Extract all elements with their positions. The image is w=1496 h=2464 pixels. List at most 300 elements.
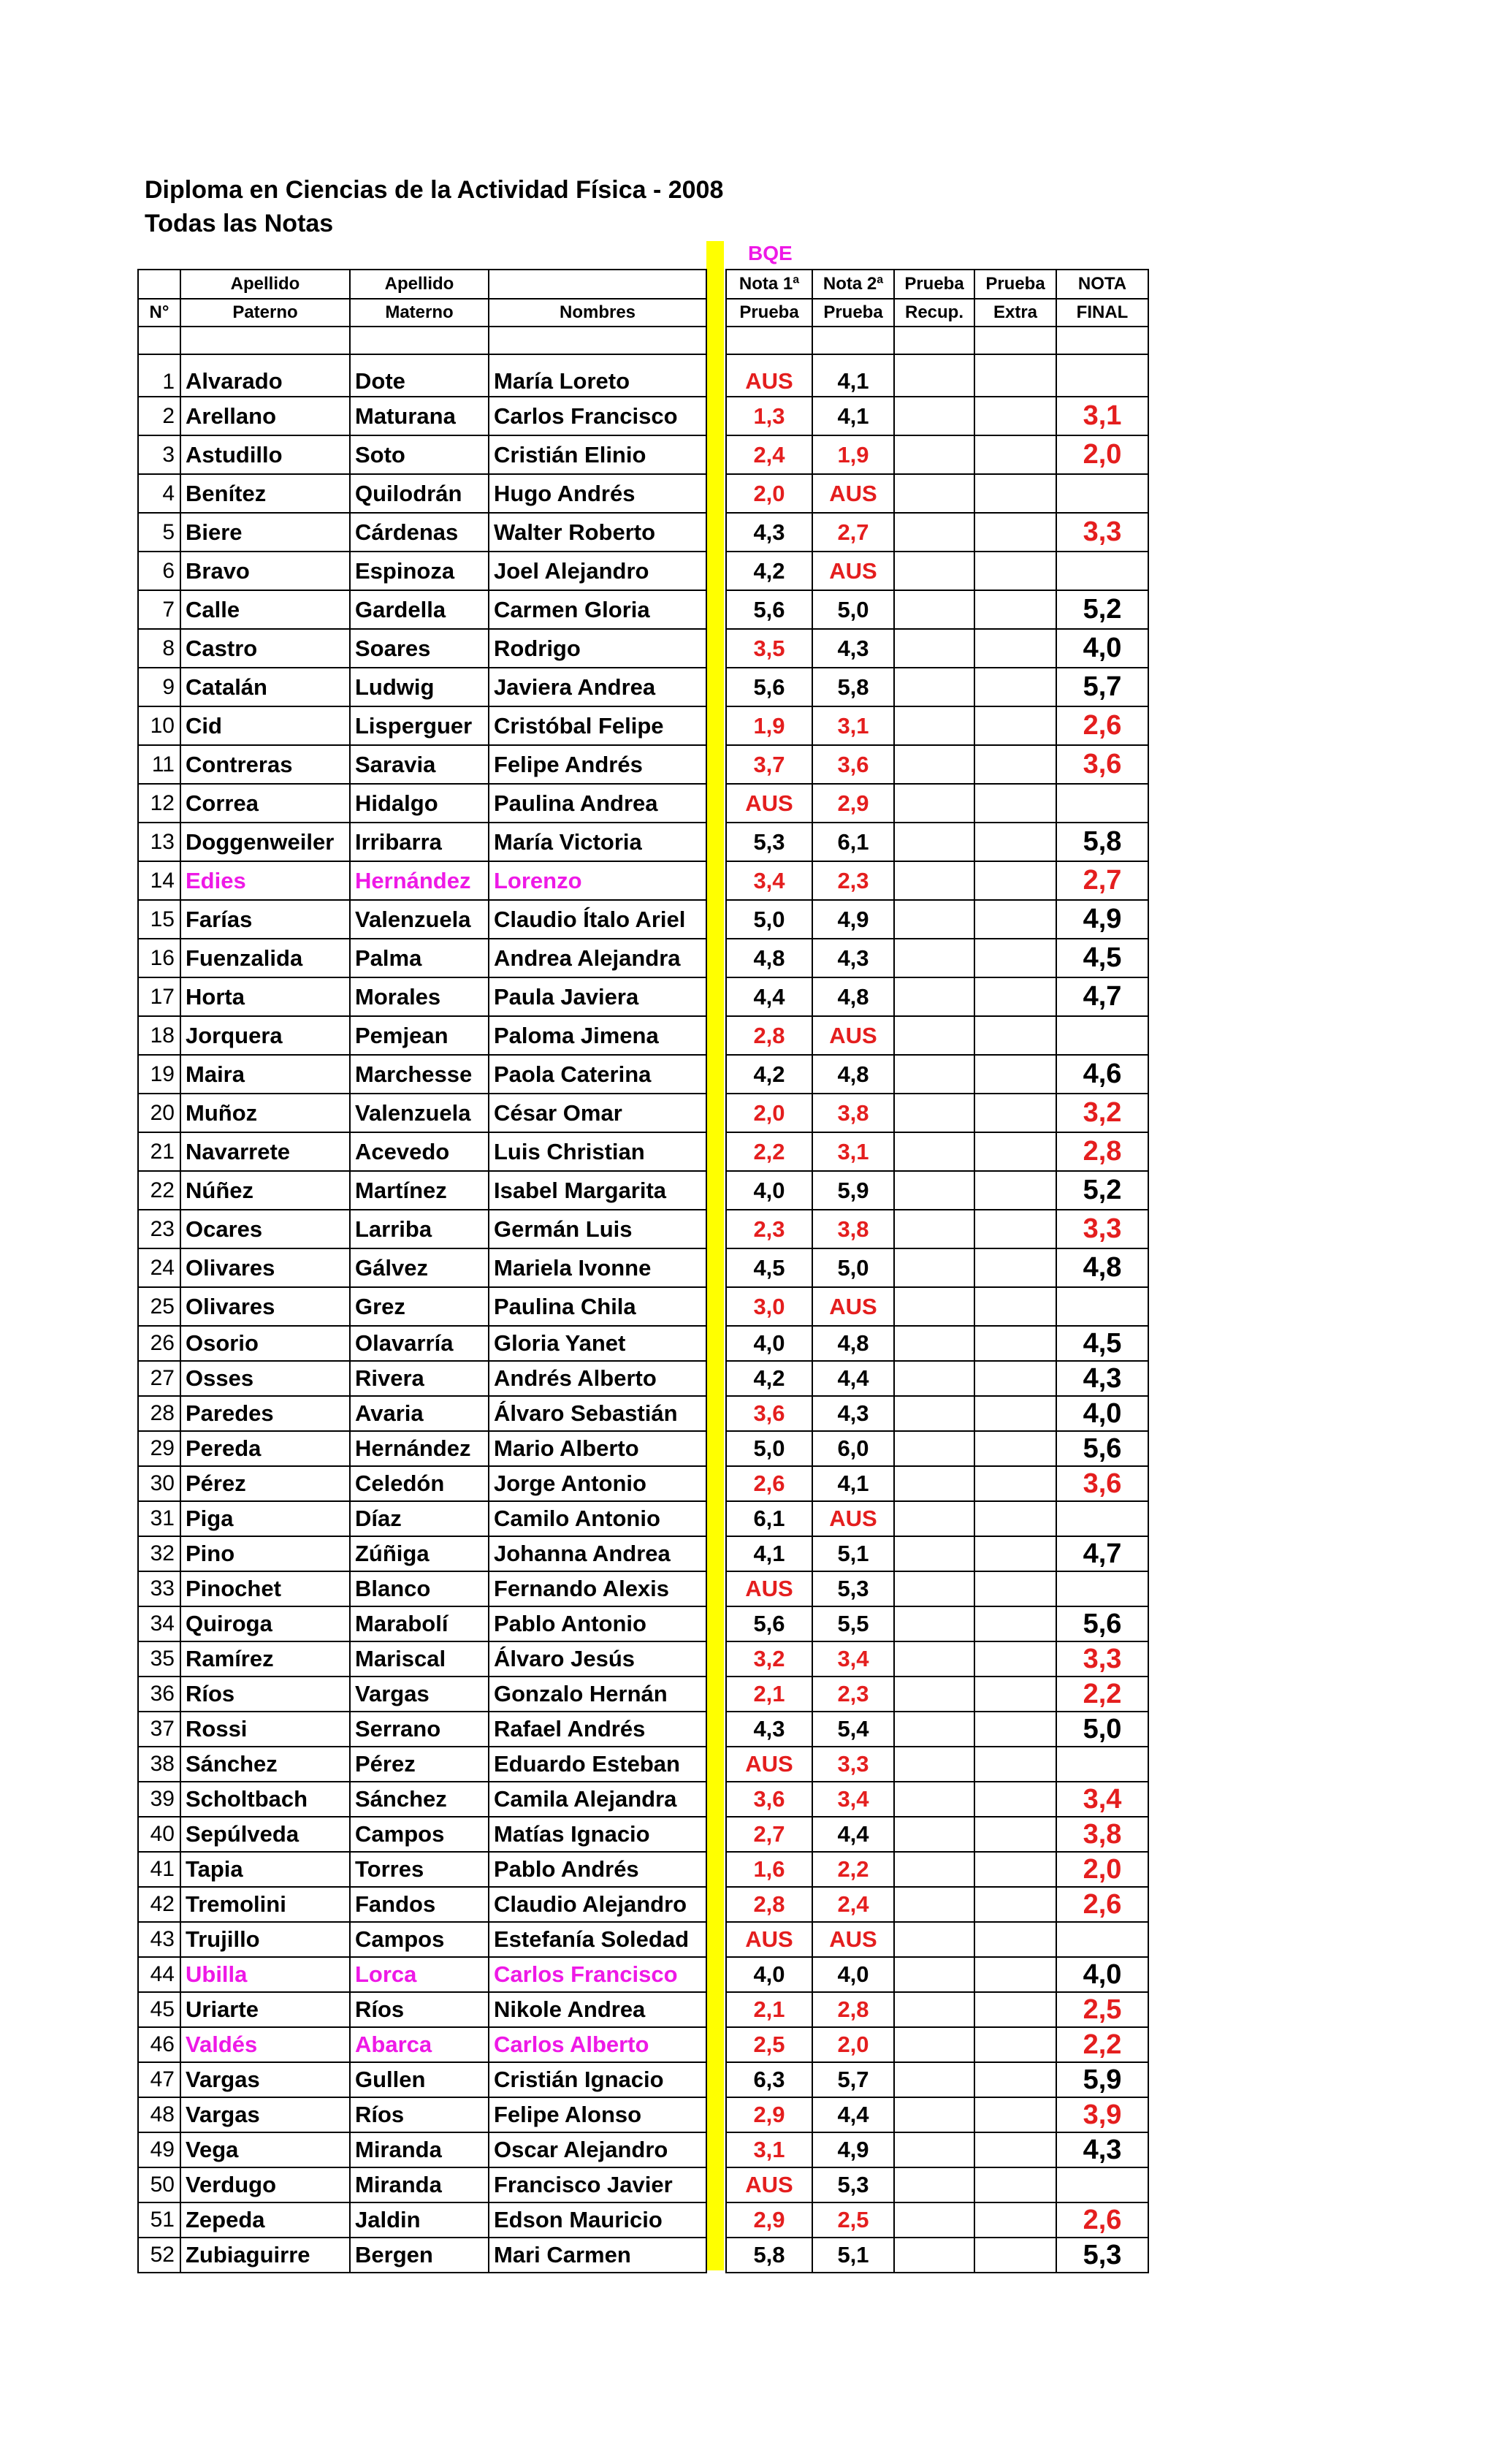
nombres: César Omar: [489, 1094, 706, 1132]
nota-1: 2,1: [726, 1992, 812, 2027]
apellido-paterno: Bravo: [180, 552, 350, 590]
bqe-marker: BQE: [748, 242, 793, 264]
prueba-extra: [974, 1957, 1056, 1992]
nombres: Francisco Javier: [489, 2167, 706, 2202]
nota-final: [1056, 1016, 1148, 1055]
apellido-materno: Gardella: [350, 590, 489, 629]
apellido-paterno: Osorio: [180, 1326, 350, 1361]
blank-row: [138, 327, 706, 354]
grade-row: [726, 1094, 1148, 1132]
nombres: Cristián Ignacio: [489, 2062, 706, 2097]
nota-1: 4,0: [726, 1326, 812, 1361]
nombres: Andrés Alberto: [489, 1361, 706, 1396]
apellido-materno: Serrano: [350, 1712, 489, 1747]
nota-final: 4,0: [1056, 1396, 1148, 1431]
prueba-extra: [974, 1536, 1056, 1571]
apellido-paterno: Valdés: [180, 2027, 350, 2062]
prueba-recup: [894, 1248, 974, 1287]
nombres: Álvaro Jesús: [489, 1641, 706, 1677]
grade-row: [726, 784, 1148, 823]
row-number: 19: [138, 1055, 180, 1094]
nombres: Edson Mauricio: [489, 2202, 706, 2238]
student-row: [138, 1712, 706, 1747]
nota-2: AUS: [812, 1501, 894, 1536]
prueba-extra: [974, 1992, 1056, 2027]
prueba-recup: [894, 784, 974, 823]
nota-2: 4,9: [812, 900, 894, 939]
nombres: Álvaro Sebastián: [489, 1396, 706, 1431]
nota-final: 4,7: [1056, 1536, 1148, 1571]
student-row: [138, 435, 706, 474]
nota-1: AUS: [726, 1571, 812, 1606]
nota-2: AUS: [812, 1287, 894, 1326]
nota-2: AUS: [812, 552, 894, 590]
nombres: Carmen Gloria: [489, 590, 706, 629]
student-row: [138, 1747, 706, 1782]
student-row: [138, 354, 706, 397]
row-number: 29: [138, 1431, 180, 1466]
prueba-extra: [974, 1396, 1056, 1431]
prueba-extra: [974, 668, 1056, 706]
apellido-materno: Abarca: [350, 2027, 489, 2062]
nota-1: 2,9: [726, 2097, 812, 2132]
prueba-recup: [894, 2097, 974, 2132]
student-row: [138, 977, 706, 1016]
grade-row: [726, 977, 1148, 1016]
grade-row: [726, 1852, 1148, 1887]
prueba-recup: [894, 1431, 974, 1466]
grade-row: [726, 706, 1148, 745]
nota-1: 3,4: [726, 861, 812, 900]
apellido-paterno: Doggenweiler: [180, 823, 350, 861]
nota-1: 4,3: [726, 513, 812, 552]
nota-2: 2,7: [812, 513, 894, 552]
nombres: Joel Alejandro: [489, 552, 706, 590]
nota-2: 5,5: [812, 1606, 894, 1641]
apellido-materno: Miranda: [350, 2132, 489, 2167]
prueba-extra: [974, 900, 1056, 939]
nota-final: [1056, 784, 1148, 823]
nota-1: AUS: [726, 2167, 812, 2202]
apellido-materno: Irribarra: [350, 823, 489, 861]
nombres: María Victoria: [489, 823, 706, 861]
student-row: [138, 1606, 706, 1641]
prueba-recup: [894, 1326, 974, 1361]
apellido-materno: Pemjean: [350, 1016, 489, 1055]
nombres: Lorenzo: [489, 861, 706, 900]
row-number: 49: [138, 2132, 180, 2167]
apellido-materno: Pérez: [350, 1747, 489, 1782]
nota-1: 6,1: [726, 1501, 812, 1536]
row-number: 21: [138, 1132, 180, 1171]
nota-1: 3,0: [726, 1287, 812, 1326]
nota-1: 4,3: [726, 1712, 812, 1747]
nota-1: 2,6: [726, 1466, 812, 1501]
grade-row: [726, 1055, 1148, 1094]
apellido-materno: Avaria: [350, 1396, 489, 1431]
nota-1: 4,0: [726, 1957, 812, 1992]
nota-final: 2,7: [1056, 861, 1148, 900]
nota-final: 3,3: [1056, 1641, 1148, 1677]
grade-row: [726, 745, 1148, 784]
grade-row: [726, 1992, 1148, 2027]
grade-row: [726, 2097, 1148, 2132]
nombres: Cristóbal Felipe: [489, 706, 706, 745]
nota-1: 5,3: [726, 823, 812, 861]
nota-2: 5,9: [812, 1171, 894, 1210]
nota-final: 2,5: [1056, 1992, 1148, 2027]
nota-final: 2,0: [1056, 435, 1148, 474]
nota-final: 3,1: [1056, 397, 1148, 435]
apellido-materno: Mariscal: [350, 1641, 489, 1677]
apellido-paterno: Ubilla: [180, 1957, 350, 1992]
row-number: 3: [138, 435, 180, 474]
row-number: 18: [138, 1016, 180, 1055]
nombres: Nikole Andrea: [489, 1992, 706, 2027]
header-number: N°: [138, 299, 180, 327]
apellido-paterno: Piga: [180, 1501, 350, 1536]
prueba-recup: [894, 1055, 974, 1094]
nota-final: 4,6: [1056, 1055, 1148, 1094]
prueba-extra: [974, 2238, 1056, 2273]
apellido-paterno: Vargas: [180, 2097, 350, 2132]
nota-2: 2,9: [812, 784, 894, 823]
apellido-paterno: Biere: [180, 513, 350, 552]
apellido-paterno: Pino: [180, 1536, 350, 1571]
nota-2: 4,8: [812, 1326, 894, 1361]
student-row: [138, 668, 706, 706]
nombres: Oscar Alejandro: [489, 2132, 706, 2167]
grade-row: [726, 354, 1148, 397]
nota-2: 5,3: [812, 1571, 894, 1606]
grade-row: [726, 1782, 1148, 1817]
row-number: 39: [138, 1782, 180, 1817]
apellido-paterno: Cid: [180, 706, 350, 745]
prueba-extra: [974, 861, 1056, 900]
nota-final: 4,0: [1056, 1957, 1148, 1992]
prueba-recup: [894, 1501, 974, 1536]
nota-1: AUS: [726, 354, 812, 397]
header-nota2: Nota 2ª: [812, 270, 894, 299]
nota-2: AUS: [812, 474, 894, 513]
apellido-materno: Grez: [350, 1287, 489, 1326]
nombres: Jorge Antonio: [489, 1466, 706, 1501]
apellido-materno: Blanco: [350, 1571, 489, 1606]
row-number: 8: [138, 629, 180, 668]
student-row: [138, 1055, 706, 1094]
nombres: Carlos Alberto: [489, 2027, 706, 2062]
nota-2: 4,1: [812, 1466, 894, 1501]
nota-final: 2,2: [1056, 1677, 1148, 1712]
grade-row: [726, 2202, 1148, 2238]
row-number: 31: [138, 1501, 180, 1536]
prueba-extra: [974, 1210, 1056, 1248]
grade-row: [726, 1501, 1148, 1536]
nombres: Eduardo Esteban: [489, 1747, 706, 1782]
apellido-paterno: Ocares: [180, 1210, 350, 1248]
apellido-materno: Marabolí: [350, 1606, 489, 1641]
prueba-extra: [974, 1501, 1056, 1536]
nombres: Germán Luis: [489, 1210, 706, 1248]
nota-1: 2,8: [726, 1887, 812, 1922]
prueba-extra: [974, 1287, 1056, 1326]
apellido-paterno: Núñez: [180, 1171, 350, 1210]
nota-1: 4,5: [726, 1248, 812, 1287]
nota-final: 3,2: [1056, 1094, 1148, 1132]
student-row: [138, 1326, 706, 1361]
student-row: [138, 474, 706, 513]
row-number: 44: [138, 1957, 180, 1992]
prueba-recup: [894, 513, 974, 552]
nombres: Mariela Ivonne: [489, 1248, 706, 1287]
student-row: [138, 861, 706, 900]
nota-2: 4,4: [812, 2097, 894, 2132]
student-row: [138, 706, 706, 745]
prueba-recup: [894, 2027, 974, 2062]
prueba-recup: [894, 1171, 974, 1210]
apellido-materno: Jaldin: [350, 2202, 489, 2238]
row-number: 17: [138, 977, 180, 1016]
row-number: 30: [138, 1466, 180, 1501]
student-row: [138, 900, 706, 939]
grade-row: [726, 590, 1148, 629]
row-number: 9: [138, 668, 180, 706]
prueba-extra: [974, 1852, 1056, 1887]
apellido-paterno: Uriarte: [180, 1992, 350, 2027]
row-number: 50: [138, 2167, 180, 2202]
apellido-materno: Hernández: [350, 861, 489, 900]
student-row: [138, 1641, 706, 1677]
grade-row: [726, 668, 1148, 706]
apellido-paterno: Maira: [180, 1055, 350, 1094]
apellido-materno: Lorca: [350, 1957, 489, 1992]
grade-row: [726, 861, 1148, 900]
nota-final: 4,5: [1056, 939, 1148, 977]
nombres: Carlos Francisco: [489, 397, 706, 435]
nota-2: 4,4: [812, 1817, 894, 1852]
apellido-materno: Soto: [350, 435, 489, 474]
prueba-recup: [894, 1606, 974, 1641]
apellido-materno: Acevedo: [350, 1132, 489, 1171]
prueba-recup: [894, 2062, 974, 2097]
prueba-recup: [894, 668, 974, 706]
nombres: Matías Ignacio: [489, 1817, 706, 1852]
student-row: [138, 2027, 706, 2062]
student-row: [138, 1431, 706, 1466]
nota-2: 5,4: [812, 1712, 894, 1747]
nota-final: 2,6: [1056, 1887, 1148, 1922]
prueba-recup: [894, 1361, 974, 1396]
nota-final: 3,6: [1056, 1466, 1148, 1501]
apellido-paterno: Horta: [180, 977, 350, 1016]
row-number: 5: [138, 513, 180, 552]
nota-2: 6,1: [812, 823, 894, 861]
prueba-recup: [894, 1396, 974, 1431]
prueba-extra: [974, 513, 1056, 552]
header-apellido-2: Apellido: [350, 270, 489, 299]
apellido-paterno: Vega: [180, 2132, 350, 2167]
header-nota2-sub: Prueba: [812, 299, 894, 327]
apellido-materno: Ríos: [350, 1992, 489, 2027]
student-row: [138, 2202, 706, 2238]
grade-row: [726, 513, 1148, 552]
nombres: Camila Alejandra: [489, 1782, 706, 1817]
prueba-extra: [974, 397, 1056, 435]
prueba-extra: [974, 1641, 1056, 1677]
nota-1: 4,1: [726, 1536, 812, 1571]
prueba-recup: [894, 861, 974, 900]
apellido-materno: Dote: [350, 354, 489, 397]
row-number: 43: [138, 1922, 180, 1957]
row-number: 4: [138, 474, 180, 513]
prueba-extra: [974, 1431, 1056, 1466]
student-row: [138, 1094, 706, 1132]
nombres: Hugo Andrés: [489, 474, 706, 513]
nota-1: 5,8: [726, 2238, 812, 2273]
nombres: Pablo Antonio: [489, 1606, 706, 1641]
apellido-materno: Quilodrán: [350, 474, 489, 513]
prueba-extra: [974, 1677, 1056, 1712]
nota-1: 3,1: [726, 2132, 812, 2167]
nombres: Camilo Antonio: [489, 1501, 706, 1536]
nota-1: AUS: [726, 784, 812, 823]
prueba-extra: [974, 1171, 1056, 1210]
row-number: 20: [138, 1094, 180, 1132]
apellido-materno: Saravia: [350, 745, 489, 784]
nota-final: 5,0: [1056, 1712, 1148, 1747]
apellido-materno: Lisperguer: [350, 706, 489, 745]
grade-row: [726, 1171, 1148, 1210]
student-row: [138, 1171, 706, 1210]
row-number: 41: [138, 1852, 180, 1887]
nota-2: 4,4: [812, 1361, 894, 1396]
header-final: NOTA: [1056, 270, 1148, 299]
apellido-materno: Bergen: [350, 2238, 489, 2273]
nombres: Estefanía Soledad: [489, 1922, 706, 1957]
grade-row: [726, 1922, 1148, 1957]
grade-row: [726, 1466, 1148, 1501]
nota-final: 3,3: [1056, 513, 1148, 552]
nota-final: 3,4: [1056, 1782, 1148, 1817]
prueba-extra: [974, 706, 1056, 745]
grade-row: [726, 2238, 1148, 2273]
prueba-extra: [974, 2062, 1056, 2097]
student-row: [138, 1571, 706, 1606]
prueba-recup: [894, 977, 974, 1016]
student-row: [138, 1852, 706, 1887]
row-number: 27: [138, 1361, 180, 1396]
apellido-paterno: Fuenzalida: [180, 939, 350, 977]
nota-1: 2,9: [726, 2202, 812, 2238]
row-number: 25: [138, 1287, 180, 1326]
apellido-paterno: Tremolini: [180, 1887, 350, 1922]
row-number: 26: [138, 1326, 180, 1361]
header-paterno: Paterno: [180, 299, 350, 327]
row-number: 6: [138, 552, 180, 590]
nota-2: 3,6: [812, 745, 894, 784]
prueba-extra: [974, 1132, 1056, 1171]
header-recup: Prueba: [894, 270, 974, 299]
prueba-extra: [974, 1016, 1056, 1055]
nota-1: 5,0: [726, 1431, 812, 1466]
apellido-materno: Sánchez: [350, 1782, 489, 1817]
row-number: 45: [138, 1992, 180, 2027]
prueba-extra: [974, 1326, 1056, 1361]
prueba-recup: [894, 823, 974, 861]
nombres: Cristián Elinio: [489, 435, 706, 474]
apellido-materno: Palma: [350, 939, 489, 977]
nota-final: 5,6: [1056, 1606, 1148, 1641]
row-number: 48: [138, 2097, 180, 2132]
nota-final: [1056, 474, 1148, 513]
apellido-paterno: Correa: [180, 784, 350, 823]
nota-2: 4,9: [812, 2132, 894, 2167]
apellido-materno: Vargas: [350, 1677, 489, 1712]
nota-2: 2,5: [812, 2202, 894, 2238]
nota-2: 2,3: [812, 861, 894, 900]
header-final-sub: FINAL: [1056, 299, 1148, 327]
apellido-paterno: Benítez: [180, 474, 350, 513]
apellido-materno: Espinoza: [350, 552, 489, 590]
apellido-paterno: Contreras: [180, 745, 350, 784]
nota-1: 4,8: [726, 939, 812, 977]
nota-2: 5,8: [812, 668, 894, 706]
prueba-extra: [974, 1887, 1056, 1922]
prueba-extra: [974, 2202, 1056, 2238]
apellido-materno: Ludwig: [350, 668, 489, 706]
prueba-recup: [894, 1571, 974, 1606]
prueba-recup: [894, 1887, 974, 1922]
nota-1: AUS: [726, 1747, 812, 1782]
nota-1: AUS: [726, 1922, 812, 1957]
nota-final: 5,2: [1056, 590, 1148, 629]
prueba-recup: [894, 1466, 974, 1501]
apellido-materno: Díaz: [350, 1501, 489, 1536]
prueba-recup: [894, 1287, 974, 1326]
nota-1: 4,0: [726, 1171, 812, 1210]
prueba-extra: [974, 552, 1056, 590]
nota-1: 2,7: [726, 1817, 812, 1852]
prueba-extra: [974, 1248, 1056, 1287]
student-row: [138, 939, 706, 977]
nota-2: 2,3: [812, 1677, 894, 1712]
grade-row: [726, 1287, 1148, 1326]
row-number: 47: [138, 2062, 180, 2097]
student-row: [138, 1248, 706, 1287]
grade-row: [726, 1361, 1148, 1396]
apellido-materno: Hidalgo: [350, 784, 489, 823]
grade-row: [726, 1396, 1148, 1431]
grade-row: [726, 1326, 1148, 1361]
nombres: Pablo Andrés: [489, 1852, 706, 1887]
apellido-materno: Martínez: [350, 1171, 489, 1210]
row-number: 36: [138, 1677, 180, 1712]
document-subtitle: Todas las Notas: [145, 210, 334, 237]
nota-1: 1,9: [726, 706, 812, 745]
prueba-recup: [894, 1957, 974, 1992]
student-row: [138, 2167, 706, 2202]
apellido-materno: Torres: [350, 1852, 489, 1887]
nota-final: 2,0: [1056, 1852, 1148, 1887]
nota-1: 5,0: [726, 900, 812, 939]
yellow-divider: [706, 241, 724, 2270]
prueba-recup: [894, 939, 974, 977]
nota-1: 2,8: [726, 1016, 812, 1055]
nota-2: 4,8: [812, 1055, 894, 1094]
nombres: Carlos Francisco: [489, 1957, 706, 1992]
apellido-materno: Ríos: [350, 2097, 489, 2132]
nota-2: 2,4: [812, 1887, 894, 1922]
